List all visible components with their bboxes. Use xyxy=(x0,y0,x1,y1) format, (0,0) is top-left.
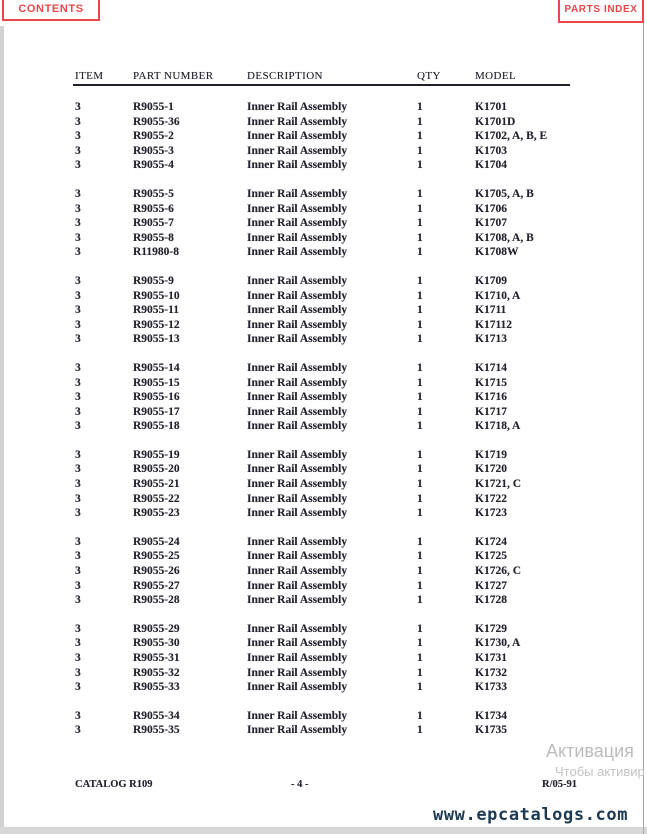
cell-qty: 1 xyxy=(417,246,423,259)
column-header-description: DESCRIPTION xyxy=(247,70,323,82)
cell-part-number: R9055-22 xyxy=(133,492,180,505)
cell-qty: 1 xyxy=(417,115,423,128)
cell-description: Inner Rail Assembly xyxy=(247,376,348,389)
table-row xyxy=(75,666,595,681)
cell-qty: 1 xyxy=(417,231,423,244)
cell-qty: 1 xyxy=(417,202,423,215)
cell-item: 3 xyxy=(75,622,81,635)
cell-description: Inner Rail Assembly xyxy=(247,115,348,128)
cell-description: Inner Rail Assembly xyxy=(247,101,348,113)
cell-description: Inner Rail Assembly xyxy=(247,594,348,607)
footer-page-number: - 4 - xyxy=(291,779,309,790)
cell-description: Inner Rail Assembly xyxy=(247,246,348,259)
cell-item: 3 xyxy=(75,333,81,346)
cell-description: Inner Rail Assembly xyxy=(247,724,348,737)
cell-part-number: R9055-21 xyxy=(133,478,180,491)
cell-description: Inner Rail Assembly xyxy=(247,492,348,505)
cell-part-number: R9055-4 xyxy=(133,159,174,172)
cell-description: Inner Rail Assembly xyxy=(247,333,348,346)
cell-part-number: R9055-36 xyxy=(133,115,180,128)
table-row xyxy=(75,376,595,391)
cell-model: K1730, A xyxy=(475,637,521,650)
table-row xyxy=(75,216,595,231)
activation-watermark-line2: Чтобы активир xyxy=(555,764,645,779)
cell-description: Inner Rail Assembly xyxy=(247,391,348,404)
cell-item: 3 xyxy=(75,420,81,433)
cell-item: 3 xyxy=(75,535,81,548)
cell-description: Inner Rail Assembly xyxy=(247,217,348,230)
cell-description: Inner Rail Assembly xyxy=(247,130,348,143)
table-row xyxy=(75,187,595,202)
cell-model: K1724 xyxy=(475,535,507,548)
row-group xyxy=(75,361,595,434)
cell-model: K1716 xyxy=(475,391,507,404)
cell-part-number: R9055-14 xyxy=(133,361,180,374)
cell-part-number: R9055-8 xyxy=(133,231,174,244)
table-row xyxy=(75,680,595,695)
cell-model: K1732 xyxy=(475,666,507,679)
cell-qty: 1 xyxy=(417,274,423,287)
cell-model: K1715 xyxy=(475,376,507,389)
cell-part-number: R11980-8 xyxy=(133,246,179,259)
table-row xyxy=(75,318,595,333)
cell-qty: 1 xyxy=(417,318,423,331)
cell-item: 3 xyxy=(75,376,81,389)
cell-part-number: R9055-11 xyxy=(133,304,179,317)
table-row xyxy=(75,535,595,550)
row-group xyxy=(75,535,595,608)
cell-item: 3 xyxy=(75,579,81,592)
cell-part-number: R9055-29 xyxy=(133,622,180,635)
cell-item: 3 xyxy=(75,115,81,128)
cell-description: Inner Rail Assembly xyxy=(247,652,348,664)
cell-description: Inner Rail Assembly xyxy=(247,622,348,635)
table-row xyxy=(75,506,595,521)
column-header-model: MODEL xyxy=(475,70,517,82)
cell-description: Inner Rail Assembly xyxy=(247,463,348,476)
cell-description: Inner Rail Assembly xyxy=(247,405,348,418)
cell-description: Inner Rail Assembly xyxy=(247,144,348,157)
scan-edge-left xyxy=(0,26,4,834)
cell-model: K1710, A xyxy=(475,289,521,302)
cell-model: K1708, A, B xyxy=(475,231,534,244)
table-row xyxy=(75,361,595,376)
cell-description: Inner Rail Assembly xyxy=(247,637,348,650)
cell-qty: 1 xyxy=(417,565,423,578)
page-border-line xyxy=(643,22,644,834)
cell-part-number: R9055-16 xyxy=(133,391,180,404)
table-row xyxy=(75,622,595,637)
cell-item: 3 xyxy=(75,144,81,157)
cell-description: Inner Rail Assembly xyxy=(247,361,348,374)
row-group xyxy=(75,187,595,260)
cell-item: 3 xyxy=(75,159,81,172)
cell-qty: 1 xyxy=(417,448,423,461)
cell-qty: 1 xyxy=(417,681,423,694)
cell-model: K1703 xyxy=(475,144,507,157)
cell-part-number: R9055-23 xyxy=(133,507,180,520)
cell-description: Inner Rail Assembly xyxy=(247,478,348,491)
cell-description: Inner Rail Assembly xyxy=(247,681,348,694)
cell-item: 3 xyxy=(75,594,81,607)
table-row xyxy=(75,636,595,651)
row-group xyxy=(75,709,595,738)
cell-item: 3 xyxy=(75,666,81,679)
cell-qty: 1 xyxy=(417,535,423,548)
cell-qty: 1 xyxy=(417,144,423,157)
cell-description: Inner Rail Assembly xyxy=(247,448,348,461)
cell-part-number: R9055-9 xyxy=(133,274,174,287)
cell-part-number: R9055-35 xyxy=(133,724,180,737)
cell-model: K1702, A, B, E xyxy=(475,130,548,143)
cell-qty: 1 xyxy=(417,478,423,491)
table-row xyxy=(75,231,595,246)
cell-item: 3 xyxy=(75,492,81,505)
cell-qty: 1 xyxy=(417,159,423,172)
table-row xyxy=(75,158,595,173)
cell-description: Inner Rail Assembly xyxy=(247,304,348,317)
cell-description: Inner Rail Assembly xyxy=(247,709,348,722)
cell-model: K17112 xyxy=(475,318,513,331)
cell-description: Inner Rail Assembly xyxy=(247,289,348,302)
cell-item: 3 xyxy=(75,463,81,476)
cell-item: 3 xyxy=(75,507,81,520)
cell-item: 3 xyxy=(75,448,81,461)
cell-item: 3 xyxy=(75,187,81,200)
cell-item: 3 xyxy=(75,130,81,143)
cell-part-number: R9055-5 xyxy=(133,187,174,200)
row-group xyxy=(75,622,595,695)
parts-table-header xyxy=(73,70,570,86)
cell-item: 3 xyxy=(75,361,81,374)
cell-model: K1714 xyxy=(475,361,507,374)
cell-qty: 1 xyxy=(417,622,423,635)
cell-part-number: R9055-19 xyxy=(133,448,180,461)
cell-description: Inner Rail Assembly xyxy=(247,274,348,287)
table-row xyxy=(75,579,595,594)
cell-qty: 1 xyxy=(417,420,423,433)
activation-watermark-line1: Активация xyxy=(546,741,634,761)
cell-qty: 1 xyxy=(417,376,423,389)
cell-part-number: R9055-27 xyxy=(133,579,180,592)
cell-model: K1719 xyxy=(475,448,507,461)
cell-model: K1726, C xyxy=(475,565,521,578)
cell-item: 3 xyxy=(75,318,81,331)
table-row xyxy=(75,115,595,130)
row-group xyxy=(75,100,595,173)
cell-item: 3 xyxy=(75,304,81,317)
table-row xyxy=(75,709,595,724)
cell-description: Inner Rail Assembly xyxy=(247,565,348,578)
table-row xyxy=(75,202,595,217)
cell-qty: 1 xyxy=(417,289,423,302)
cell-qty: 1 xyxy=(417,333,423,346)
row-group xyxy=(75,274,595,347)
table-row xyxy=(75,332,595,347)
table-row xyxy=(75,129,595,144)
table-row xyxy=(75,549,595,564)
footer-catalog-label: CATALOG R109 xyxy=(75,779,153,790)
cell-model: K1734 xyxy=(475,709,507,722)
cell-item: 3 xyxy=(75,246,81,259)
cell-part-number: R9055-30 xyxy=(133,637,180,650)
cell-part-number: R9055-6 xyxy=(133,202,174,215)
table-row xyxy=(75,564,595,579)
cell-description: Inner Rail Assembly xyxy=(247,507,348,520)
table-row xyxy=(75,492,595,507)
parts-table-body xyxy=(75,100,595,752)
cell-qty: 1 xyxy=(417,709,423,722)
cell-qty: 1 xyxy=(417,507,423,520)
cell-qty: 1 xyxy=(417,550,423,563)
cell-part-number: R9055-18 xyxy=(133,420,180,433)
cell-model: K1735 xyxy=(475,724,507,737)
cell-part-number: R9055-13 xyxy=(133,333,180,346)
cell-qty: 1 xyxy=(417,304,423,317)
table-row xyxy=(75,419,595,434)
cell-part-number: R9055-24 xyxy=(133,535,180,548)
cell-item: 3 xyxy=(75,637,81,650)
cell-qty: 1 xyxy=(417,724,423,737)
cell-item: 3 xyxy=(75,652,81,664)
cell-part-number: R9055-34 xyxy=(133,709,180,722)
epcatalogs-link[interactable]: www.epcatalogs.com xyxy=(433,805,629,825)
cell-description: Inner Rail Assembly xyxy=(247,666,348,679)
cell-description: Inner Rail Assembly xyxy=(247,420,348,433)
table-row xyxy=(75,245,595,260)
cell-model: K1733 xyxy=(475,681,507,694)
cell-part-number: R9055-2 xyxy=(133,130,174,143)
cell-qty: 1 xyxy=(417,463,423,476)
table-row xyxy=(75,651,595,666)
table-row xyxy=(75,477,595,492)
cell-model: K1727 xyxy=(475,579,507,592)
cell-model: K1706 xyxy=(475,202,507,215)
cell-model: K1705, A, B xyxy=(475,187,534,200)
cell-part-number: R9055-7 xyxy=(133,217,174,230)
column-header-item: ITEM xyxy=(75,70,104,82)
cell-model: K1725 xyxy=(475,550,507,563)
cell-part-number: R9055-32 xyxy=(133,666,180,679)
cell-model: K1709 xyxy=(475,274,507,287)
table-row xyxy=(75,405,595,420)
cell-model: K1704 xyxy=(475,159,507,172)
table-row xyxy=(75,448,595,463)
cell-model: K1707 xyxy=(475,217,507,230)
cell-qty: 1 xyxy=(417,361,423,374)
cell-item: 3 xyxy=(75,709,81,722)
cell-item: 3 xyxy=(75,202,81,215)
cell-item: 3 xyxy=(75,550,81,563)
column-header-part-number: PART NUMBER xyxy=(133,70,214,82)
cell-item: 3 xyxy=(75,478,81,491)
cell-part-number: R9055-15 xyxy=(133,376,180,389)
cell-item: 3 xyxy=(75,565,81,578)
cell-part-number: R9055-31 xyxy=(133,652,180,664)
cell-description: Inner Rail Assembly xyxy=(247,535,348,548)
cell-qty: 1 xyxy=(417,405,423,418)
cell-model: K1731 xyxy=(475,652,507,664)
cell-qty: 1 xyxy=(417,187,423,200)
cell-model: K1721, C xyxy=(475,478,521,491)
footer-revision: R/05-91 xyxy=(542,779,577,790)
cell-model: K1711 xyxy=(475,304,507,317)
cell-part-number: R9055-12 xyxy=(133,318,180,331)
cell-item: 3 xyxy=(75,101,81,113)
cell-description: Inner Rail Assembly xyxy=(247,202,348,215)
table-row xyxy=(75,289,595,304)
scan-edge-bottom xyxy=(0,827,647,834)
cell-item: 3 xyxy=(75,391,81,404)
cell-qty: 1 xyxy=(417,391,423,404)
cell-item: 3 xyxy=(75,274,81,287)
table-row xyxy=(75,274,595,289)
cell-model: K1728 xyxy=(475,594,507,607)
cell-model: K1717 xyxy=(475,405,507,418)
cell-description: Inner Rail Assembly xyxy=(247,550,348,563)
contents-button[interactable]: CONTENTS xyxy=(2,0,100,21)
cell-part-number: R9055-3 xyxy=(133,144,174,157)
cell-description: Inner Rail Assembly xyxy=(247,579,348,592)
cell-description: Inner Rail Assembly xyxy=(247,231,348,244)
cell-item: 3 xyxy=(75,405,81,418)
cell-part-number: R9055-25 xyxy=(133,550,180,563)
cell-item: 3 xyxy=(75,724,81,737)
cell-part-number: R9055-17 xyxy=(133,405,180,418)
cell-qty: 1 xyxy=(417,217,423,230)
cell-model: K1723 xyxy=(475,507,507,520)
column-header-qty: QTY xyxy=(417,70,441,82)
cell-model: K1720 xyxy=(475,463,507,476)
row-group xyxy=(75,448,595,521)
cell-model: K1718, A xyxy=(475,420,521,433)
cell-part-number: R9055-20 xyxy=(133,463,180,476)
cell-qty: 1 xyxy=(417,637,423,650)
table-row xyxy=(75,390,595,405)
cell-description: Inner Rail Assembly xyxy=(247,318,348,331)
cell-qty: 1 xyxy=(417,652,423,664)
cell-description: Inner Rail Assembly xyxy=(247,159,348,172)
table-row xyxy=(75,144,595,159)
cell-model: K1722 xyxy=(475,492,507,505)
cell-model: K1701 xyxy=(475,101,507,113)
cell-description: Inner Rail Assembly xyxy=(247,187,348,200)
cell-part-number: R9055-10 xyxy=(133,289,180,302)
cell-part-number: R9055-1 xyxy=(133,101,174,113)
cell-item: 3 xyxy=(75,217,81,230)
cell-qty: 1 xyxy=(417,579,423,592)
cell-item: 3 xyxy=(75,231,81,244)
cell-qty: 1 xyxy=(417,594,423,607)
table-row xyxy=(75,100,595,115)
cell-model: K1701D xyxy=(475,115,516,128)
cell-qty: 1 xyxy=(417,492,423,505)
cell-item: 3 xyxy=(75,681,81,694)
table-row xyxy=(75,723,595,738)
table-row xyxy=(75,303,595,318)
cell-part-number: R9055-26 xyxy=(133,565,180,578)
parts-index-button[interactable]: PARTS INDEX xyxy=(558,0,644,23)
cell-model: K1708W xyxy=(475,246,519,259)
table-row xyxy=(75,593,595,608)
cell-qty: 1 xyxy=(417,666,423,679)
table-row xyxy=(75,462,595,477)
cell-part-number: R9055-33 xyxy=(133,681,180,694)
cell-model: K1729 xyxy=(475,622,507,635)
cell-qty: 1 xyxy=(417,130,423,143)
cell-qty: 1 xyxy=(417,101,423,113)
cell-part-number: R9055-28 xyxy=(133,594,180,607)
cell-item: 3 xyxy=(75,289,81,302)
cell-model: K1713 xyxy=(475,333,507,346)
